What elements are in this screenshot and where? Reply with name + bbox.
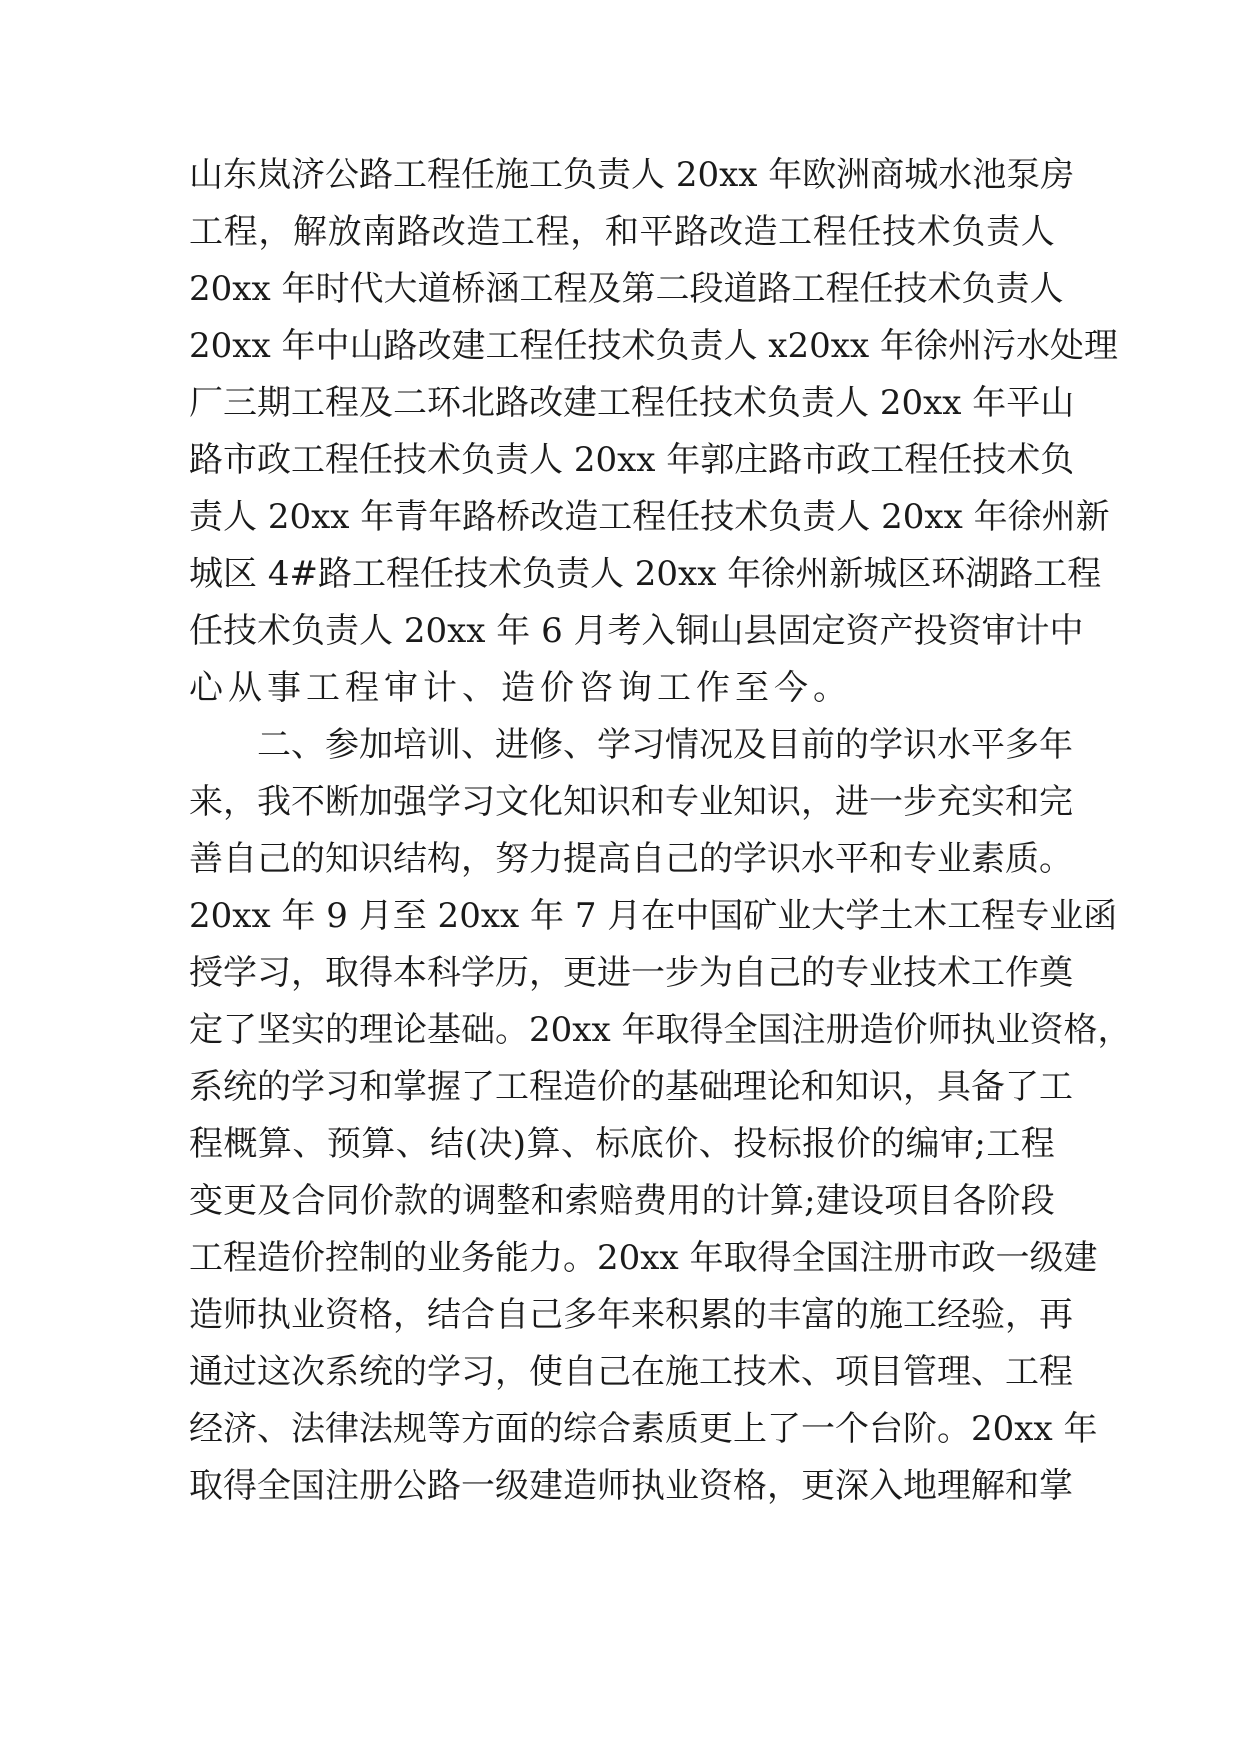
text-line: 来 ， 我 不 断 加 强 学 习 文 化 知 识 和 专 业 知 识 ， 进 一 步 充 实 和 完: [189, 782, 1073, 822]
text-line: 责 人 2 0 x x 年 青 年 路 桥 改 造 工 程 任 技 术 负 责 人 2 0 x x 年 徐 州 新: [189, 497, 1110, 537]
text-line: 2 0 x x 年 时 代 大 道 桥 涵 工 程 及 第 二 段 道 路 工 程 任 技 术 负 责 人: [189, 269, 1064, 309]
text-line: 城 区 4 # 路 工 程 任 技 术 负 责 人 2 0 x x 年 徐 州 新 城 区 环 湖 路 工 程: [189, 554, 1102, 594]
text-line: 变 更 及 合 同 价 款 的 调 整 和 索 赔 费 用 的 计 算 ; 建 设 项 目 各 阶 段: [189, 1181, 1055, 1221]
text-line: 路 市 政 工 程 任 技 术 负 责 人 2 0 x x 年 郭 庄 路 市 政 工 程 任 技 术 负: [189, 440, 1075, 480]
text-line: 授 学 习 ， 取 得 本 科 学 历 ， 更 进 一 步 为 自 己 的 专 业 技 术 工 作 奠: [189, 953, 1073, 993]
text-line: 心从事工程审计、造价咨询工作至今。: [189, 668, 852, 708]
text-line: 2 0 x x 年 中 山 路 改 建 工 程 任 技 术 负 责 人 x 2 0 x x 年 徐 州 污 水 处 理: [189, 326, 1118, 366]
text-line: 厂 三 期 工 程 及 二 环 北 路 改 建 工 程 任 技 术 负 责 人 2 0 x x 年 平 山: [189, 383, 1075, 423]
text-line: 善 自 己 的 知 识 结 构 ， 努 力 提 高 自 己 的 学 识 水 平 和 专 业 素 质 。: [189, 839, 1073, 879]
text-line: 2 0 x x 年 9 月 至 2 0 x x 年 7 月 在 中 国 矿 业 大 学 土 木 工 程 专 业 函: [189, 896, 1118, 936]
text-line: 任 技 术 负 责 人 2 0 x x 年 6 月 考 入 铜 山 县 固 定 资 产 投 资 审 计 中: [189, 611, 1084, 651]
text-line: 程 概 算 、 预 算 、 结 ( 决 ) 算 、 标 底 价 、 投 标 报 价 的 编 审 ; 工 程: [189, 1124, 1055, 1164]
text-line: 工 程 ， 解 放 南 路 改 造 工 程 ， 和 平 路 改 造 工 程 任 技 术 负 责 人: [189, 212, 1055, 252]
text-line: 造 师 执 业 资 格 ， 结 合 自 己 多 年 来 积 累 的 丰 富 的 施 工 经 验 ， 再: [189, 1295, 1073, 1335]
text-line: 定 了 坚 实 的 理 论 基 础 。 2 0 x x 年 取 得 全 国 注 册 造 价 师 执 业 资 格 ，: [189, 1010, 1132, 1050]
paragraph-heading-line: 二 、 参 加 培 训 、 进 修 、 学 习 情 况 及 目 前 的 学 识 水 平 多 年: [257, 725, 1073, 765]
text-line: 经 济 、 法 律 法 规 等 方 面 的 综 合 素 质 更 上 了 一 个 台 阶 。 2 0 x x 年: [189, 1409, 1098, 1449]
text-line: 山 东 岚 济 公 路 工 程 任 施 工 负 责 人 2 0 x x 年 欧 洲 商 城 水 池 泵 房: [189, 155, 1075, 195]
text-line: 通 过 这 次 系 统 的 学 习 ， 使 自 己 在 施 工 技 术 、 项 目 管 理 、 工 程: [189, 1352, 1073, 1392]
text-line: 系 统 的 学 习 和 掌 握 了 工 程 造 价 的 基 础 理 论 和 知 识 ， 具 备 了 工: [189, 1067, 1073, 1107]
text-line: 工 程 造 价 控 制 的 业 务 能 力 。 2 0 x x 年 取 得 全 国 注 册 市 政 一 级 建: [189, 1238, 1098, 1278]
text-line: 取 得 全 国 注 册 公 路 一 级 建 造 师 执 业 资 格 ， 更 深 入 地 理 解 和 掌: [189, 1466, 1073, 1506]
